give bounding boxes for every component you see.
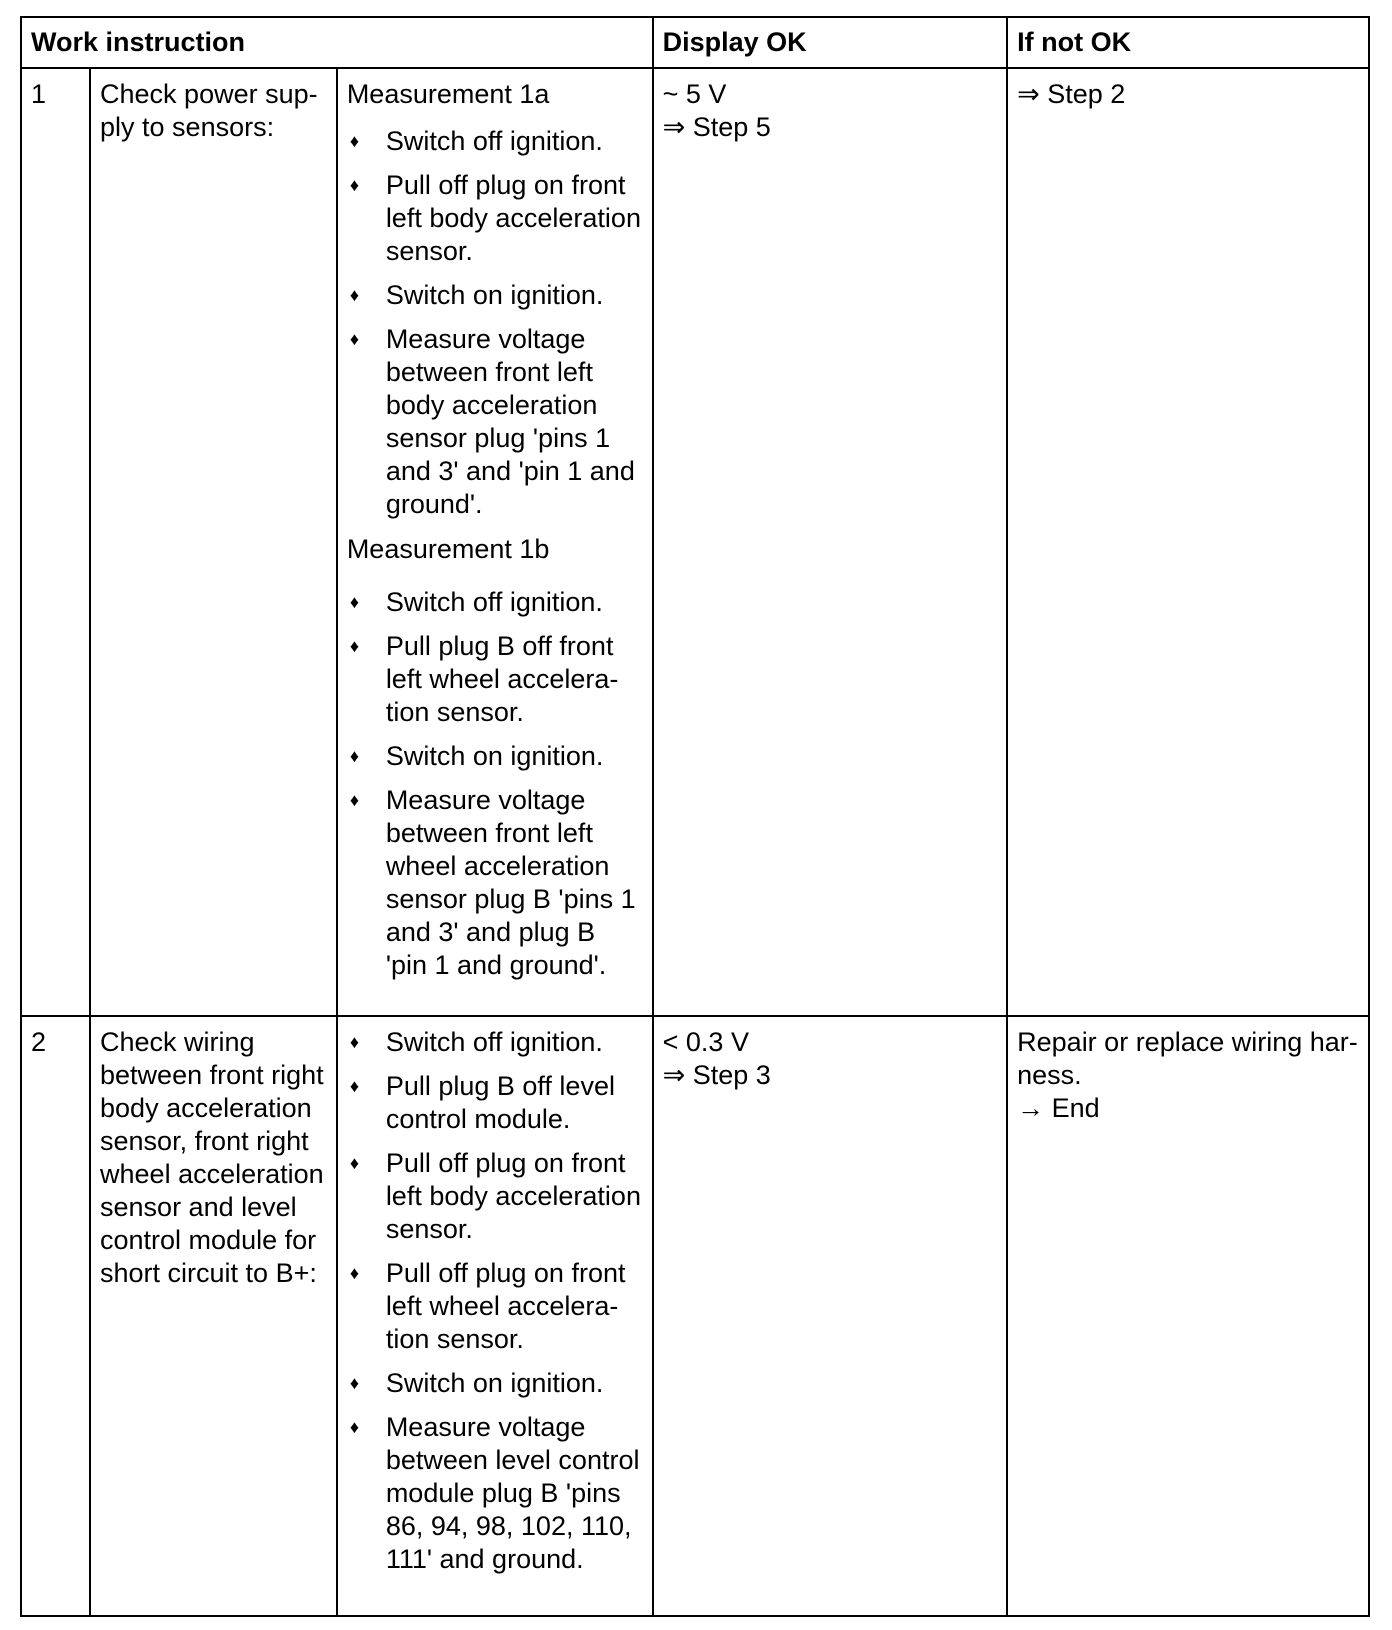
header-display-ok: Display OK <box>653 17 1008 68</box>
display-ok-next-step: ⇒ Step 5 <box>662 112 771 142</box>
step-title: Check wiring between front right body acceleration sensor, front right wheel acceleration sensor and level control module for short circuit to B+: <box>90 1016 337 1616</box>
list-item: ♦ Switch on ignition. <box>349 741 604 771</box>
measurement-label: Measurement 1a <box>346 79 550 109</box>
diamond-bullet-icon: ♦ <box>349 1417 359 1437</box>
list-item: ♦ Pull plug B off level control module. <box>349 1071 615 1134</box>
step-number: 1 <box>21 68 90 1016</box>
display-ok-cell <box>653 68 1008 1016</box>
list-item: ♦ Switch off ignition. <box>349 1027 603 1057</box>
diamond-bullet-icon: ♦ <box>349 1153 359 1173</box>
diamond-bullet-icon: ♦ <box>349 131 359 151</box>
if-not-ok-cell <box>1007 1016 1369 1616</box>
list-item: ♦ Switch off ignition. <box>349 126 603 156</box>
diamond-bullet-icon: ♦ <box>349 1076 359 1096</box>
diamond-bullet-icon: ♦ <box>349 746 359 766</box>
list-item: ♦ Pull off plug on front left body acceleration sensor. <box>349 1148 641 1244</box>
diamond-bullet-icon: ♦ <box>349 1263 359 1283</box>
list-item: ♦ Pull off plug on front left wheel accelera-tion sensor. <box>349 1258 626 1354</box>
display-ok-value: ~ 5 V <box>662 79 727 109</box>
if-not-ok-next-step: → End <box>1017 1093 1100 1123</box>
list-item: ♦ Switch off ignition. <box>349 587 603 617</box>
step-actions <box>337 68 653 1016</box>
display-ok-next-step: ⇒ Step 3 <box>662 1060 771 1090</box>
table-row <box>21 68 1369 1016</box>
diamond-bullet-icon: ♦ <box>349 329 359 349</box>
diamond-bullet-icon: ♦ <box>349 175 359 195</box>
action-list <box>347 1026 643 1576</box>
diamond-bullet-icon: ♦ <box>349 285 359 305</box>
display-ok-cell <box>653 1016 1008 1616</box>
display-ok-value: < 0.3 V <box>662 1027 749 1057</box>
diamond-bullet-icon: ♦ <box>349 636 359 656</box>
action-list <box>347 125 643 521</box>
step-title: Check power sup- ply to sensors: <box>90 68 337 1016</box>
table-header-row <box>21 17 1369 68</box>
if-not-ok-text: Repair or replace wiring har-ness. <box>1017 1027 1358 1090</box>
work-instruction-table <box>20 16 1370 1617</box>
action-list <box>347 586 643 982</box>
diamond-bullet-icon: ♦ <box>349 1373 359 1393</box>
list-item: ♦ Switch on ignition. <box>349 280 604 310</box>
list-item: ♦ Switch on ignition. <box>349 1368 604 1398</box>
diamond-bullet-icon: ♦ <box>349 1032 359 1052</box>
list-item: ♦ Measure voltage between front left body acceleration sensor plug 'pins 1 and 3' and 'pin 1 and ground'. <box>349 324 635 519</box>
step-number: 2 <box>21 1016 90 1616</box>
header-work-instruction: Work instruction <box>21 17 653 68</box>
list-item: ♦ Measure voltage between level control module plug B 'pins 86, 94, 98, 102, 110, 111' and ground. <box>349 1412 640 1574</box>
if-not-ok-cell <box>1007 68 1369 1016</box>
list-item: ♦ Measure voltage between front left wheel acceleration sensor plug B 'pins 1 and 3' and plug B 'pin 1 and ground'. <box>349 785 636 980</box>
table-row <box>21 1016 1369 1616</box>
diamond-bullet-icon: ♦ <box>349 592 359 612</box>
header-if-not-ok: If not OK <box>1007 17 1369 68</box>
list-item: ♦ Pull off plug on front left body acceleration sensor. <box>349 170 641 266</box>
list-item: ♦ Pull plug B off front left wheel accelera-tion sensor. <box>349 631 619 727</box>
step-actions <box>337 1016 653 1616</box>
if-not-ok-text: ⇒ Step 2 <box>1017 79 1126 109</box>
measurement-label: Measurement 1b <box>346 534 550 564</box>
diamond-bullet-icon: ♦ <box>349 790 359 810</box>
